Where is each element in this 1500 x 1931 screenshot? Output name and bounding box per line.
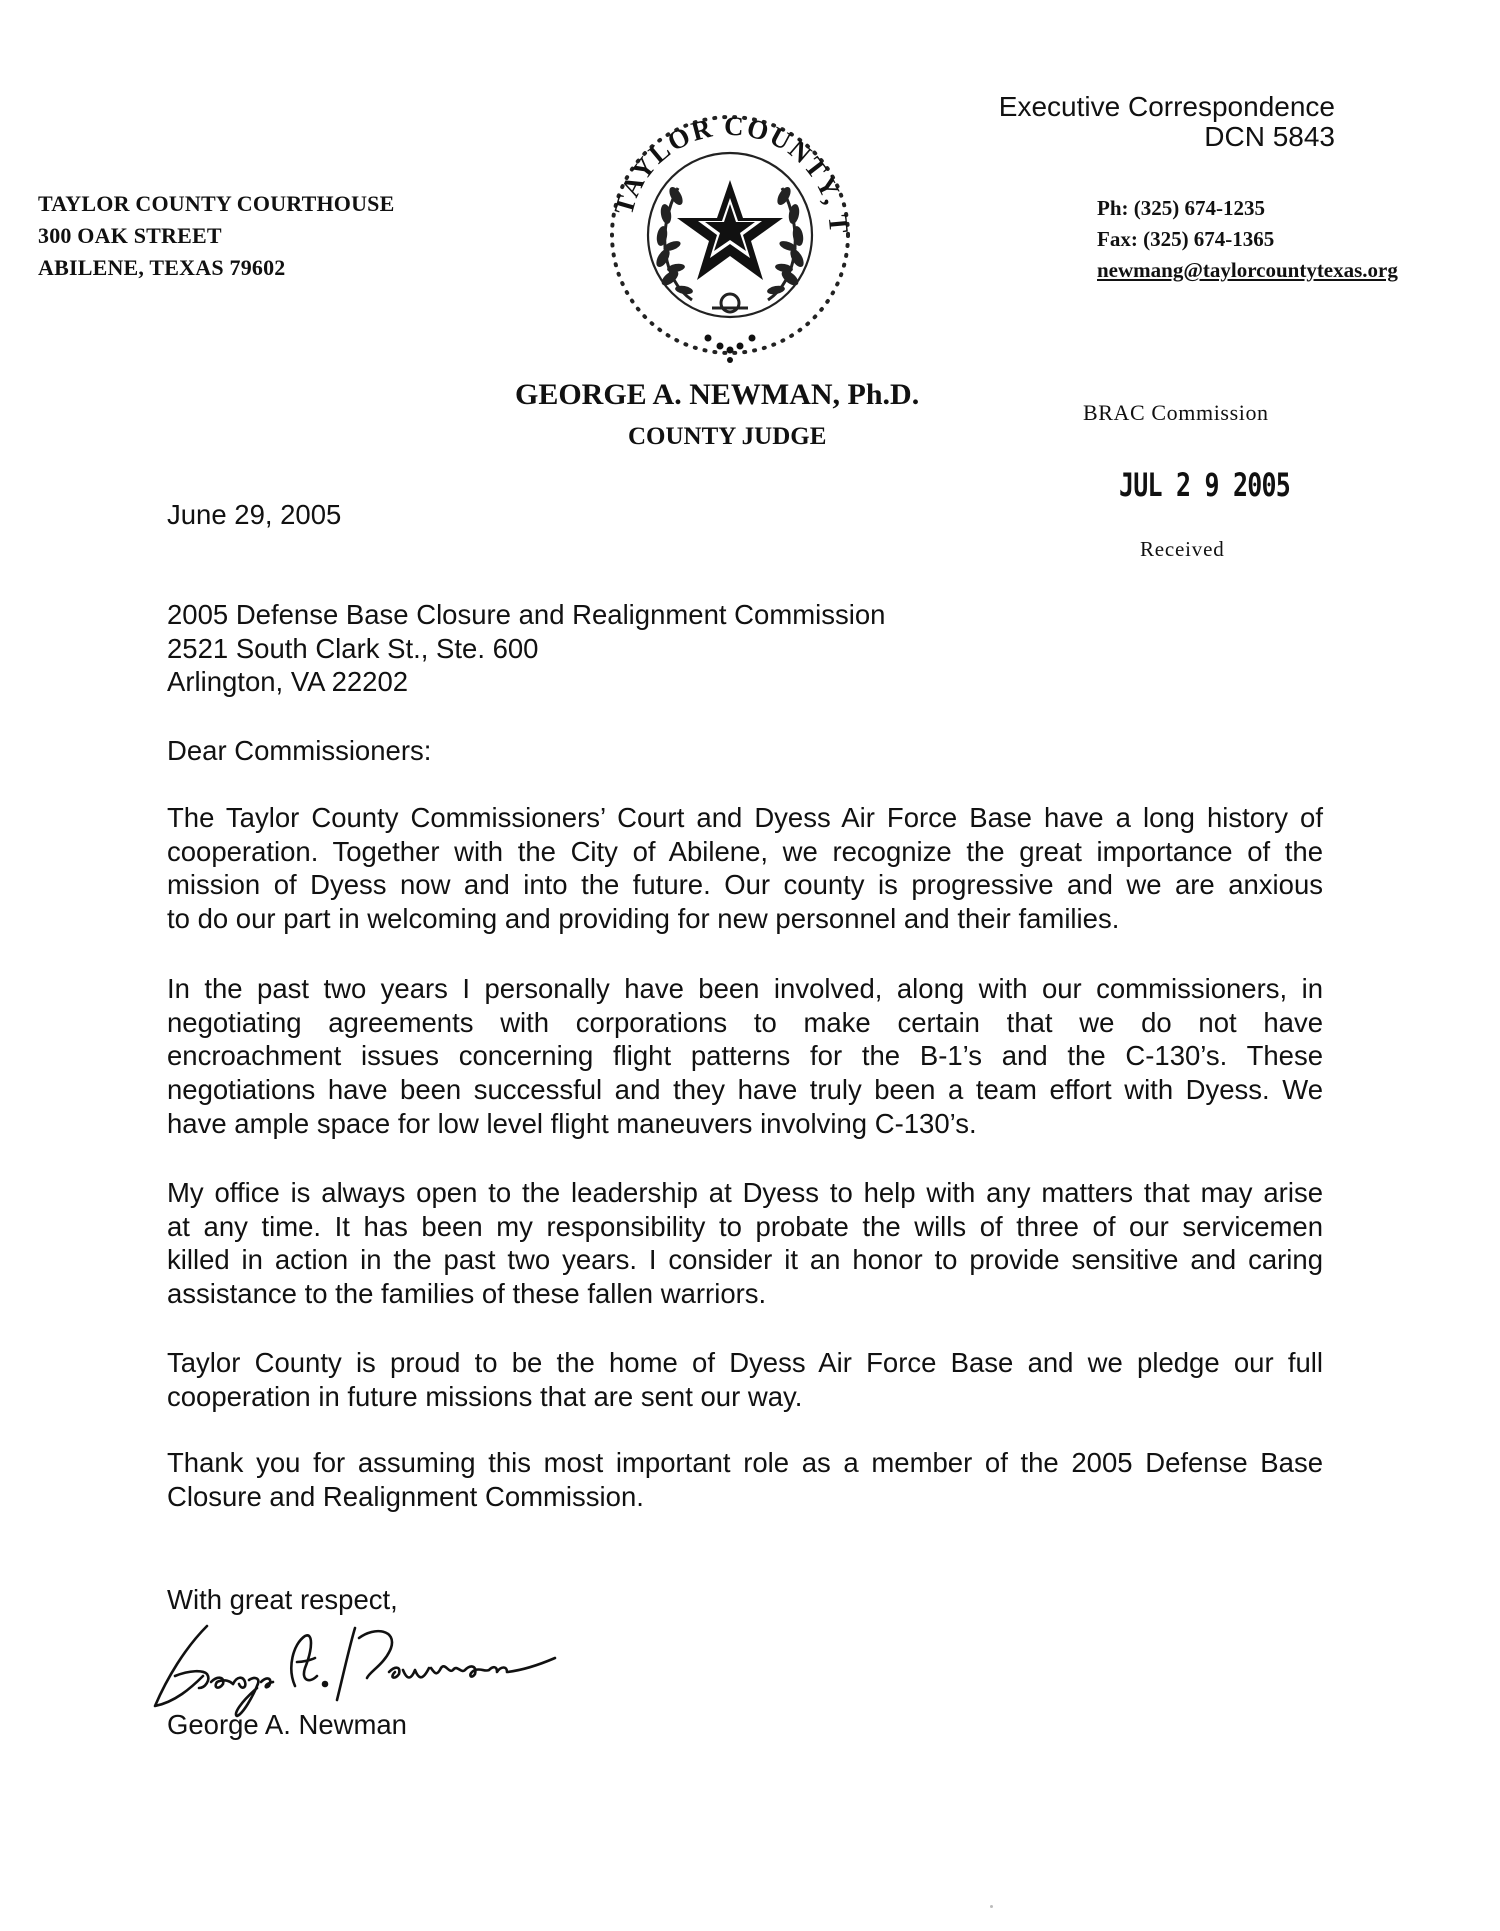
received-stamp bbox=[1083, 400, 1269, 426]
paragraph-line: cooperation in future missions that are sent our way. bbox=[167, 1380, 803, 1412]
signature bbox=[145, 1618, 565, 1718]
handwritten-signature-icon bbox=[145, 1618, 565, 1718]
paragraph-4 bbox=[167, 1346, 1323, 1413]
paragraph-line: Taylor County is proud to be the home of Dyess Air Force Base and we pledge our full bbox=[167, 1347, 1323, 1378]
paragraph-line: negotiations have been successful and they have truly been a team effort with Dyess. We bbox=[167, 1074, 1323, 1106]
paragraph-line: to do our part in welcoming and providing for new personnel and their families. bbox=[167, 903, 1120, 935]
paragraph-line: have ample space for low level flight maneuvers involving C-130’s. bbox=[167, 1107, 977, 1139]
stamp-org: BRAC Commission bbox=[1083, 400, 1269, 425]
closing: With great respect, bbox=[167, 1584, 398, 1615]
letter-date: June 29, 2005 bbox=[167, 499, 342, 530]
paragraph-line: mission of Dyess now and into the future. Our county is progressive and we are anxious bbox=[167, 869, 1323, 901]
paragraph-1 bbox=[167, 801, 1323, 936]
paragraph-line: encroachment issues concerning flight patterns for the B-1’s and the C-130’s. These bbox=[167, 1040, 1323, 1072]
paragraph-3 bbox=[167, 1176, 1323, 1311]
recipient-address bbox=[167, 598, 885, 699]
paragraph-line: In the past two years I personally have been involved, along with our commissioners, in bbox=[167, 973, 1323, 1004]
paragraph-line: cooperation. Together with the City of Abilene, we recognize the great importance of the bbox=[167, 835, 1323, 867]
phone-number: Ph: (325) 674-1235 bbox=[1097, 196, 1265, 220]
stamp-status: Received bbox=[1140, 537, 1225, 561]
county-seal-icon bbox=[600, 100, 860, 370]
paragraph-line: killed in action in the past two years. I consider it an honor to provide sensitive and caring bbox=[167, 1244, 1323, 1276]
stamp-date: JUL 2 9 2005 bbox=[1119, 466, 1290, 504]
seal-text: TAYLOR COUNTY, T bbox=[608, 110, 855, 237]
paragraph-line: The Taylor County Commissioners’ Court and Dyess Air Force Base have a long history of bbox=[167, 802, 1323, 833]
scan-speck bbox=[990, 1905, 993, 1908]
paragraph-line: My office is always open to the leadership at Dyess to help with any matters that may arise bbox=[167, 1177, 1323, 1208]
fax-number: Fax: (325) 674-1365 bbox=[1097, 227, 1275, 251]
recipient-line: 2005 Defense Base Closure and Realignment Commission bbox=[167, 599, 886, 630]
judge-name: GEORGE A. NEWMAN, Ph.D. bbox=[515, 378, 920, 411]
paragraph-line: Closure and Realignment Commission. bbox=[167, 1480, 644, 1512]
paragraph-line: assistance to the families of these fallen warriors. bbox=[167, 1278, 767, 1310]
address-line: TAYLOR COUNTY COURTHOUSE bbox=[38, 191, 395, 216]
recipient-line: Arlington, VA 22202 bbox=[167, 666, 409, 698]
correspondence-label: Executive Correspondence bbox=[998, 91, 1335, 122]
paragraph-line: Thank you for assuming this most important role as a member of the 2005 Defense Base bbox=[167, 1447, 1323, 1478]
contact-info bbox=[1097, 193, 1398, 286]
paragraph-5 bbox=[167, 1446, 1323, 1513]
correspondence-block bbox=[935, 92, 1335, 152]
paragraph-2 bbox=[167, 972, 1323, 1141]
county-seal bbox=[600, 100, 860, 370]
address-line: 300 OAK STREET bbox=[38, 223, 222, 248]
dcn-number: DCN 5843 bbox=[1204, 121, 1335, 152]
scan-artifact bbox=[555, 0, 975, 7]
courthouse-address bbox=[38, 188, 395, 284]
recipient-line: 2521 South Clark St., Ste. 600 bbox=[167, 632, 539, 664]
judge-title: COUNTY JUDGE bbox=[628, 423, 827, 450]
address-line: ABILENE, TEXAS 79602 bbox=[38, 255, 286, 280]
paragraph-line: at any time. It has been my responsibility to probate the wills of three of our servicemen bbox=[167, 1210, 1323, 1242]
salutation: Dear Commissioners: bbox=[167, 735, 432, 766]
email-link[interactable]: newmang@taylorcountytexas.org bbox=[1097, 258, 1398, 282]
paragraph-line: negotiating agreements with corporations to make certain that we do not have bbox=[167, 1006, 1323, 1038]
signer-name: George A. Newman bbox=[167, 1709, 407, 1740]
